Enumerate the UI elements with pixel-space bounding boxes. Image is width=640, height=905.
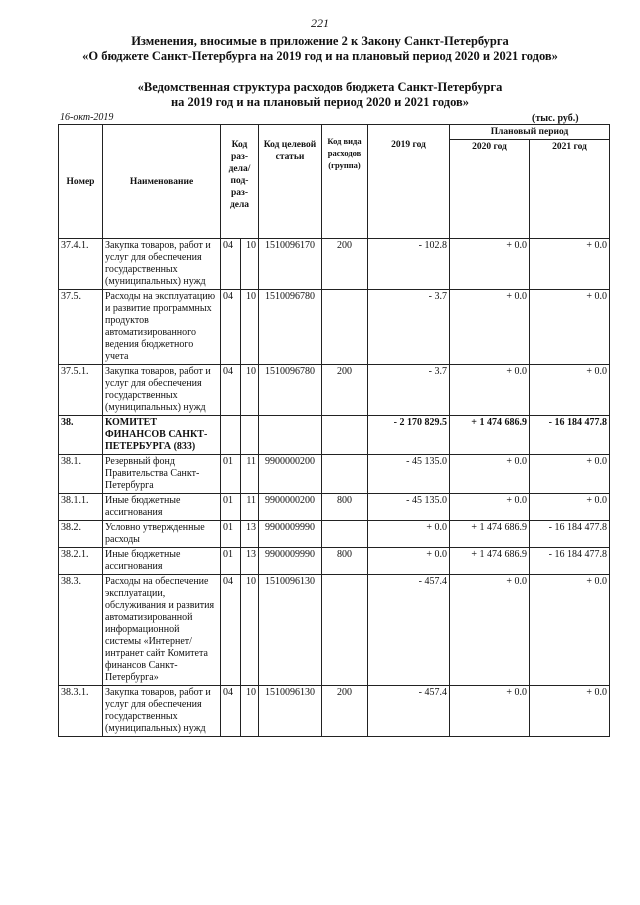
row-2019: - 45 135.0 (368, 455, 450, 494)
row-2020: + 0.0 (450, 686, 530, 737)
row-vid: 800 (322, 494, 368, 521)
row-2020: + 1 474 686.9 (450, 416, 530, 455)
header-planned: Плановый период (450, 125, 610, 140)
header-number: Номер (59, 125, 103, 239)
row-number: 37.4.1. (59, 239, 103, 290)
row-number: 37.5.1. (59, 365, 103, 416)
row-razdel: 01 (221, 494, 241, 521)
row-podrazdel: 10 (241, 575, 259, 686)
budget-table (58, 124, 610, 737)
row-name: Расходы на обеспечение эксплуатации, обслуживания и развития автоматизированной информационной системы «Интернет/интранет сайт Комитета финансов Санкт-Петербурга» (103, 575, 221, 686)
row-name: Закупка товаров, работ и услуг для обеспечения государственных (муниципальных) нужд (103, 365, 221, 416)
header-2020: 2020 год (450, 140, 530, 239)
row-number: 38.1.1. (59, 494, 103, 521)
row-name: Расходы на эксплуатацию и развитие программных продуктов автоматизированного ведения бюджетного учета (103, 290, 221, 365)
row-2020: + 0.0 (450, 494, 530, 521)
row-target: 9900000200 (259, 494, 322, 521)
row-target: 1510096130 (259, 575, 322, 686)
table-row (59, 548, 610, 575)
row-target: 9900000200 (259, 455, 322, 494)
document-subtitle (0, 80, 640, 110)
row-2020: + 0.0 (450, 455, 530, 494)
row-name: Иные бюджетные ассигнования (103, 548, 221, 575)
header-razdel: Код раз-дела/ под-раз-дела (221, 125, 259, 239)
table-row (59, 494, 610, 521)
row-2021: + 0.0 (530, 575, 610, 686)
row-razdel: 04 (221, 290, 241, 365)
table-row (59, 455, 610, 494)
row-2019: - 102.8 (368, 239, 450, 290)
row-2021: + 0.0 (530, 494, 610, 521)
row-target: 1510096780 (259, 290, 322, 365)
row-2020: + 0.0 (450, 575, 530, 686)
subtitle-line-2: на 2019 год и на плановый период 2020 и 2021 годов» (170, 95, 470, 109)
row-2019: - 2 170 829.5 (368, 416, 450, 455)
row-2021: - 16 184 477.8 (530, 416, 610, 455)
row-number: 38.3.1. (59, 686, 103, 737)
row-vid (322, 521, 368, 548)
row-podrazdel: 13 (241, 548, 259, 575)
row-2020: + 1 474 686.9 (450, 548, 530, 575)
row-2020: + 0.0 (450, 290, 530, 365)
header-2019: 2019 год (368, 125, 450, 239)
row-razdel: 04 (221, 686, 241, 737)
row-vid: 200 (322, 365, 368, 416)
row-number: 38.2. (59, 521, 103, 548)
row-podrazdel (241, 416, 259, 455)
row-2021: + 0.0 (530, 239, 610, 290)
table-row (59, 239, 610, 290)
table-row (59, 686, 610, 737)
row-2019: - 3.7 (368, 290, 450, 365)
row-razdel: 04 (221, 239, 241, 290)
row-2019: - 3.7 (368, 365, 450, 416)
row-podrazdel: 11 (241, 494, 259, 521)
row-razdel: 04 (221, 575, 241, 686)
row-vid: 200 (322, 239, 368, 290)
row-razdel: 04 (221, 365, 241, 416)
table-row (59, 575, 610, 686)
row-2021: - 16 184 477.8 (530, 548, 610, 575)
row-2020: + 1 474 686.9 (450, 521, 530, 548)
row-2020: + 0.0 (450, 239, 530, 290)
row-number: 38.1. (59, 455, 103, 494)
table-row (59, 365, 610, 416)
row-2021: + 0.0 (530, 455, 610, 494)
row-name: КОМИТЕТ ФИНАНСОВ САНКТ-ПЕТЕРБУРГА (833) (103, 416, 221, 455)
page-number: 221 (311, 16, 329, 30)
row-2021: + 0.0 (530, 686, 610, 737)
header-2021: 2021 год (530, 140, 610, 239)
row-vid (322, 575, 368, 686)
row-number: 38.2.1. (59, 548, 103, 575)
row-2019: - 45 135.0 (368, 494, 450, 521)
row-target: 9900009990 (259, 548, 322, 575)
row-target (259, 416, 322, 455)
row-number: 38.3. (59, 575, 103, 686)
row-2021: + 0.0 (530, 365, 610, 416)
row-2019: - 457.4 (368, 575, 450, 686)
row-number: 37.5. (59, 290, 103, 365)
row-name: Условно утвержденные расходы (103, 521, 221, 548)
table-row (59, 521, 610, 548)
row-vid (322, 455, 368, 494)
row-podrazdel: 10 (241, 239, 259, 290)
row-vid (322, 290, 368, 365)
row-vid: 800 (322, 548, 368, 575)
header-vid: Код вида расходов (группа) (322, 125, 368, 239)
row-vid (322, 416, 368, 455)
subtitle-line-1: «Ведомственная структура расходов бюджета Санкт-Петербурга (137, 80, 503, 94)
document-title (0, 34, 640, 64)
document-date: 16-окт-2019 (60, 112, 114, 123)
row-razdel: 01 (221, 548, 241, 575)
row-name: Закупка товаров, работ и услуг для обеспечения государственных (муниципальных) нужд (103, 239, 221, 290)
row-target: 1510096170 (259, 239, 322, 290)
header-name: Наименование (103, 125, 221, 239)
row-2020: + 0.0 (450, 365, 530, 416)
row-target: 9900009990 (259, 521, 322, 548)
row-razdel: 01 (221, 521, 241, 548)
table-row (59, 290, 610, 365)
row-name: Иные бюджетные ассигнования (103, 494, 221, 521)
row-podrazdel: 13 (241, 521, 259, 548)
row-name: Закупка товаров, работ и услуг для обеспечения государственных (муниципальных) нужд (103, 686, 221, 737)
header-row-1 (59, 125, 610, 140)
header-target: Код целевой статьи (259, 125, 322, 239)
row-podrazdel: 11 (241, 455, 259, 494)
row-podrazdel: 10 (241, 365, 259, 416)
row-2021: - 16 184 477.8 (530, 521, 610, 548)
row-podrazdel: 10 (241, 686, 259, 737)
row-2019: + 0.0 (368, 521, 450, 548)
row-razdel: 01 (221, 455, 241, 494)
row-target: 1510096130 (259, 686, 322, 737)
table-row (59, 416, 610, 455)
units-label: (тыс. руб.) (532, 113, 579, 124)
title-line-2: «О бюджете Санкт-Петербурга на 2019 год и на плановый период 2020 и 2021 годов» (82, 49, 558, 63)
row-target: 1510096780 (259, 365, 322, 416)
row-razdel (221, 416, 241, 455)
row-2021: + 0.0 (530, 290, 610, 365)
row-number: 38. (59, 416, 103, 455)
title-line-1: Изменения, вносимые в приложение 2 к Закону Санкт-Петербурга (131, 34, 509, 48)
row-podrazdel: 10 (241, 290, 259, 365)
row-2019: - 457.4 (368, 686, 450, 737)
row-vid: 200 (322, 686, 368, 737)
row-name: Резервный фонд Правительства Санкт-Петербурга (103, 455, 221, 494)
row-2019: + 0.0 (368, 548, 450, 575)
